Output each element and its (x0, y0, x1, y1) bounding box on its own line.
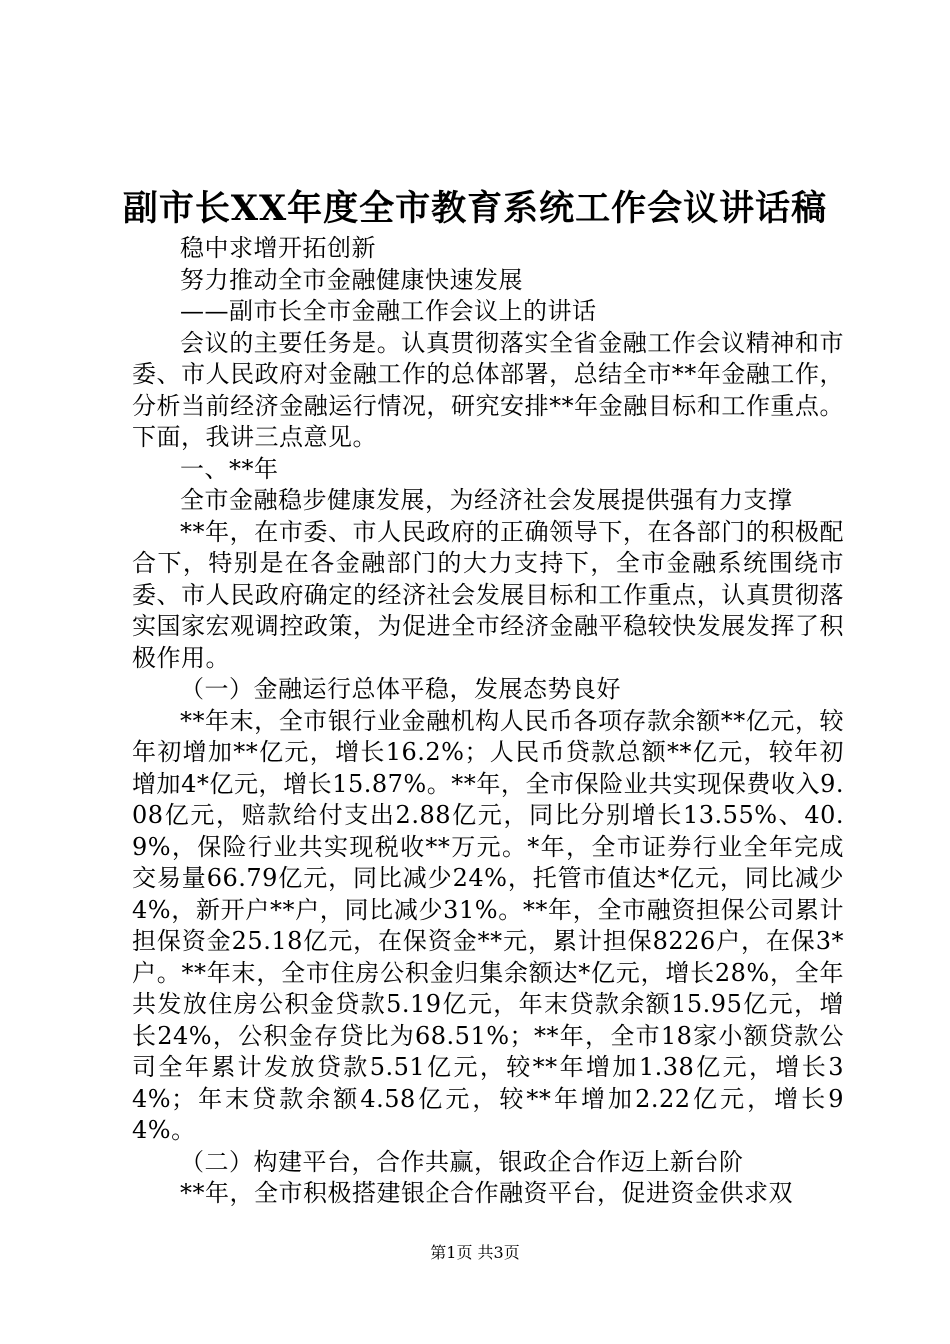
paragraph: 会议的主要任务是。认真贯彻落实全省金融工作会议精神和市委、市人民政府对金融工作的总体部署，总结全市**年金融工作，分析当前经济金融运行情况，研究安排**年金融目标和工作重点。下面，我讲三点意见。 (132, 328, 844, 451)
subtitle-line: 稳中求增开拓创新 (180, 234, 376, 262)
sub-heading: （二）构建平台，合作共赢，银政企合作迈上新台阶 (180, 1147, 744, 1176)
document-body (132, 233, 844, 1210)
paragraph: **年，在市委、市人民政府的正确领导下，在各部门的积极配合下，特别是在各金融部门的大力支持下，全市金融系统围绕市委、市人民政府确定的经济社会发展目标和工作重点，认真贯彻落实国家宏观调控政策，为促进全市经济金融平稳较快发展发挥了积极作用。 (132, 517, 844, 672)
subtitle-line: 努力推动全市金融健康快速发展 (180, 265, 523, 294)
section-heading: 全市金融稳步健康发展，为经济社会发展提供强有力支撑 (180, 486, 793, 514)
page-footer: 第1页 共3页 (430, 1243, 520, 1262)
sub-heading: （一）金融运行总体平稳，发展态势良好 (180, 675, 621, 703)
paragraph: **年，全市积极搭建银企合作融资平台，促进资金供求双 (180, 1179, 793, 1207)
document-title: 副市长XX年度全市教育系统工作会议讲话稿 (122, 188, 828, 229)
subtitle-line: ——副市长全市金融工作会议上的讲话 (180, 297, 597, 325)
section-heading: 一、**年 (180, 454, 279, 483)
paragraph: **年末，全市银行业金融机构人民币各项存款余额**亿元，较年初增加**亿元，增长16.2%；人民币贷款总额**亿元，较年初增加4*亿元，增长15.87%。**年，全市保险业共实现保费收入9.08亿元，赔款给付支出2.88亿元，同比分别增长13.55%、40.9%，保险行业共实现税收**万元。*年，全市证券行业全年完成交易量66.79亿元，同比减少24%，托管市值达*亿元，同比减少4%，新开户**户，同比减少31%。**年，全市融资担保公司累计担保资金25.18亿元，在保资金**元，累计担保8226户，在保3*户。**年末，全市住房公积金归集余额达*亿元，增长28%，全年共发放住房公积金贷款5.19亿元，年末贷款余额15.95亿元，增长24%，公积金存贷比为68.51%；**年，全市18家小额贷款公司全年累计发放贷款5.51亿元，较**年增加1.38亿元，增长34%；年末贷款余额4.58亿元，较**年增加2.22亿元，增长94%。 (132, 706, 844, 1144)
